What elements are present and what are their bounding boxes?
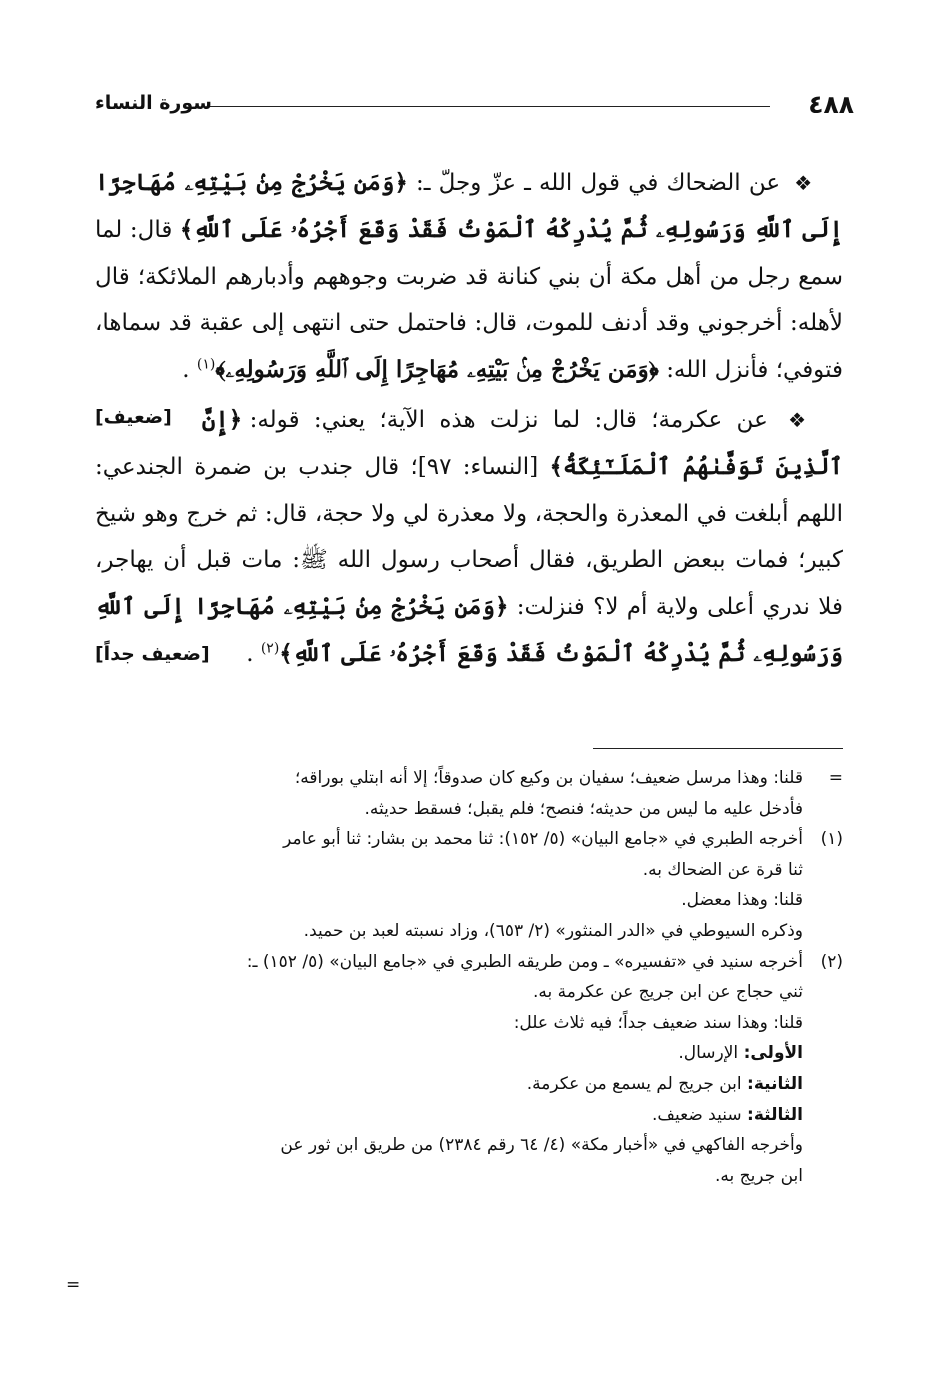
defect-text: الإرسال. [678, 1043, 739, 1064]
footnote-1 [95, 824, 843, 946]
surah-title: سورة النساء [95, 92, 212, 114]
page-number: ٤٨٨ [808, 90, 854, 119]
main-text [95, 160, 843, 681]
footnote-continued [95, 763, 843, 824]
defect-item [95, 1038, 803, 1069]
sentence-end: . [246, 640, 254, 667]
grade-label: [ضعيف] [95, 405, 172, 428]
defect-item [95, 1069, 803, 1100]
footnote-line: أخرجه سنيد في «تفسيره» ـ ومن طريقه الطبري في «جامع البيان» (٥/ ١٥٢) ـ: [246, 951, 803, 972]
footnote-ref[interactable]: (١) [196, 356, 216, 373]
bullet-icon: ❖ [788, 407, 813, 432]
narration-text: عن الضحاك في قول الله ـ عزّ وجلّ ـ: [415, 170, 781, 196]
defect-item [95, 1100, 803, 1131]
footnote-line: قلنا: وهذا سند ضعيف جداً؛ فيه ثلاث علل: [513, 1012, 803, 1033]
footnote-line: أخرجه الطبري في «جامع البيان» (٥/ ١٥٢): ثنا محمد بن بشار: ثنا أبو عامر [283, 829, 803, 850]
footnote-line: وذكره السيوطي في «الدر المنثور» (٢/ ٦٥٣)، وزاد نسبته لعبد بن حميد. [303, 920, 803, 941]
quran-verse: ﴿وَمَن يَخْرُجْ مِنۢ بَيْتِهِۦ مُهَاجِرًا إِلَى ٱللَّهِ وَرَسُولِهِۦ ثُمَّ يُدْرِكْهُ ٱلْمَوْتُ فَقَدْ وَقَعَ أَجْرُهُۥ عَلَى ٱللَّهِ﴾ [95, 169, 843, 243]
defect-term: الأولى: [743, 1043, 803, 1064]
footnote-line: قلنا: وهذا معضل. [681, 890, 803, 911]
narration-paragraph [95, 397, 843, 678]
defect-text: سنيد ضعيف. [652, 1104, 742, 1125]
defect-text: ابن جريج لم يسمع من عكرمة. [526, 1073, 742, 1094]
footnote-line: ثني حجاج عن ابن جريج عن عكرمة به. [532, 982, 803, 1003]
footnote-line: فأدخل عليه ما ليس من حديثه؛ فنصح؛ فلم يقبل؛ فسقط حديثه. [364, 798, 803, 819]
footnotes [95, 763, 843, 1191]
continuation-marker: = [66, 1275, 81, 1295]
footnote-line: ابن جريج به. [714, 1165, 803, 1186]
footnote-line: وأخرجه الفاكهي في «أخبار مكة» (٤/ ٦٤ رقم ٢٣٨٤) من طريق ابن ثور عن [280, 1135, 803, 1156]
defect-term: الثانية: [747, 1073, 803, 1094]
footnote-number: (١) [820, 829, 843, 850]
footnote-2 [95, 947, 843, 1192]
header-rule [209, 106, 770, 107]
sentence-end: . [182, 357, 190, 384]
quran-verse: ﴿وَمَن يَخْرُجْ مِنۢ بَيْتِهِۦ مُهَاجِرًا إِلَى ٱللَّهِ وَرَسُولِهِۦ ثُمَّ يُدْرِكْهُ ٱلْمَوْتُ فَقَدْ وَقَعَ أَجْرُهُۥ عَلَى ٱللَّهِ﴾ [95, 593, 843, 667]
footnote-ref[interactable]: (٢) [260, 640, 280, 657]
footnote-line: ثنا قرة عن الضحاك به. [642, 859, 803, 880]
footnote-rule [593, 748, 843, 749]
footnote-number: (٢) [820, 951, 843, 972]
page-header [95, 86, 854, 126]
defect-term: الثالثة: [747, 1104, 803, 1125]
narration-text: عن عكرمة؛ قال: لما نزلت هذه الآية؛ يعني: قوله: [249, 406, 768, 433]
continuation-marker: = [828, 768, 843, 788]
footnote-line: قلنا: وهذا مرسل ضعيف؛ سفيان بن وكيع كان صدوقاً؛ إلا أنه ابتلي بوراقه؛ [294, 768, 803, 788]
bullet-icon: ❖ [794, 171, 813, 195]
grade-label: [ضعيف جداً] [95, 642, 210, 665]
narration-text: قال: لما سمع رجل من أهل مكة أن بني كنانة قد ضربت وجوههم وأدبارهم الملائكة؛ قال لأهله: أخرجوني وقد أدنف للموت، قال: فاحتمل حتى انتهى إلى عقبة قد سماها، فتوفي؛ فأنزل الله: [95, 216, 843, 384]
quran-verse: ﴿إِنَّ ٱلَّذِينَ تَوَفَّىٰهُمُ ٱلْمَلَـٰٓئِكَةُ﴾ [201, 405, 844, 480]
narration-text: [النساء: ٩٧]؛ قال جندب بن ضمرة الجندعي: اللهم أبلغت في المعذرة والحجة، ولا معذرة لي ولا حجة، قال: ثم خرج وهو شيخ كبير؛ فمات ببعض الطريق، فقال أصحاب رسول الله ﷺ: مات قبل أن يهاجر، فلا ندري أعلى ولاية أم لا؟ فنزلت: [95, 453, 843, 621]
quran-verse: ﴿وَمَن يَخْرُجْ مِنۢ بَيْتِهِۦ مُهَاجِرًا إِلَى ٱللَّهِ وَرَسُولِهِۦ﴾ [215, 356, 659, 384]
